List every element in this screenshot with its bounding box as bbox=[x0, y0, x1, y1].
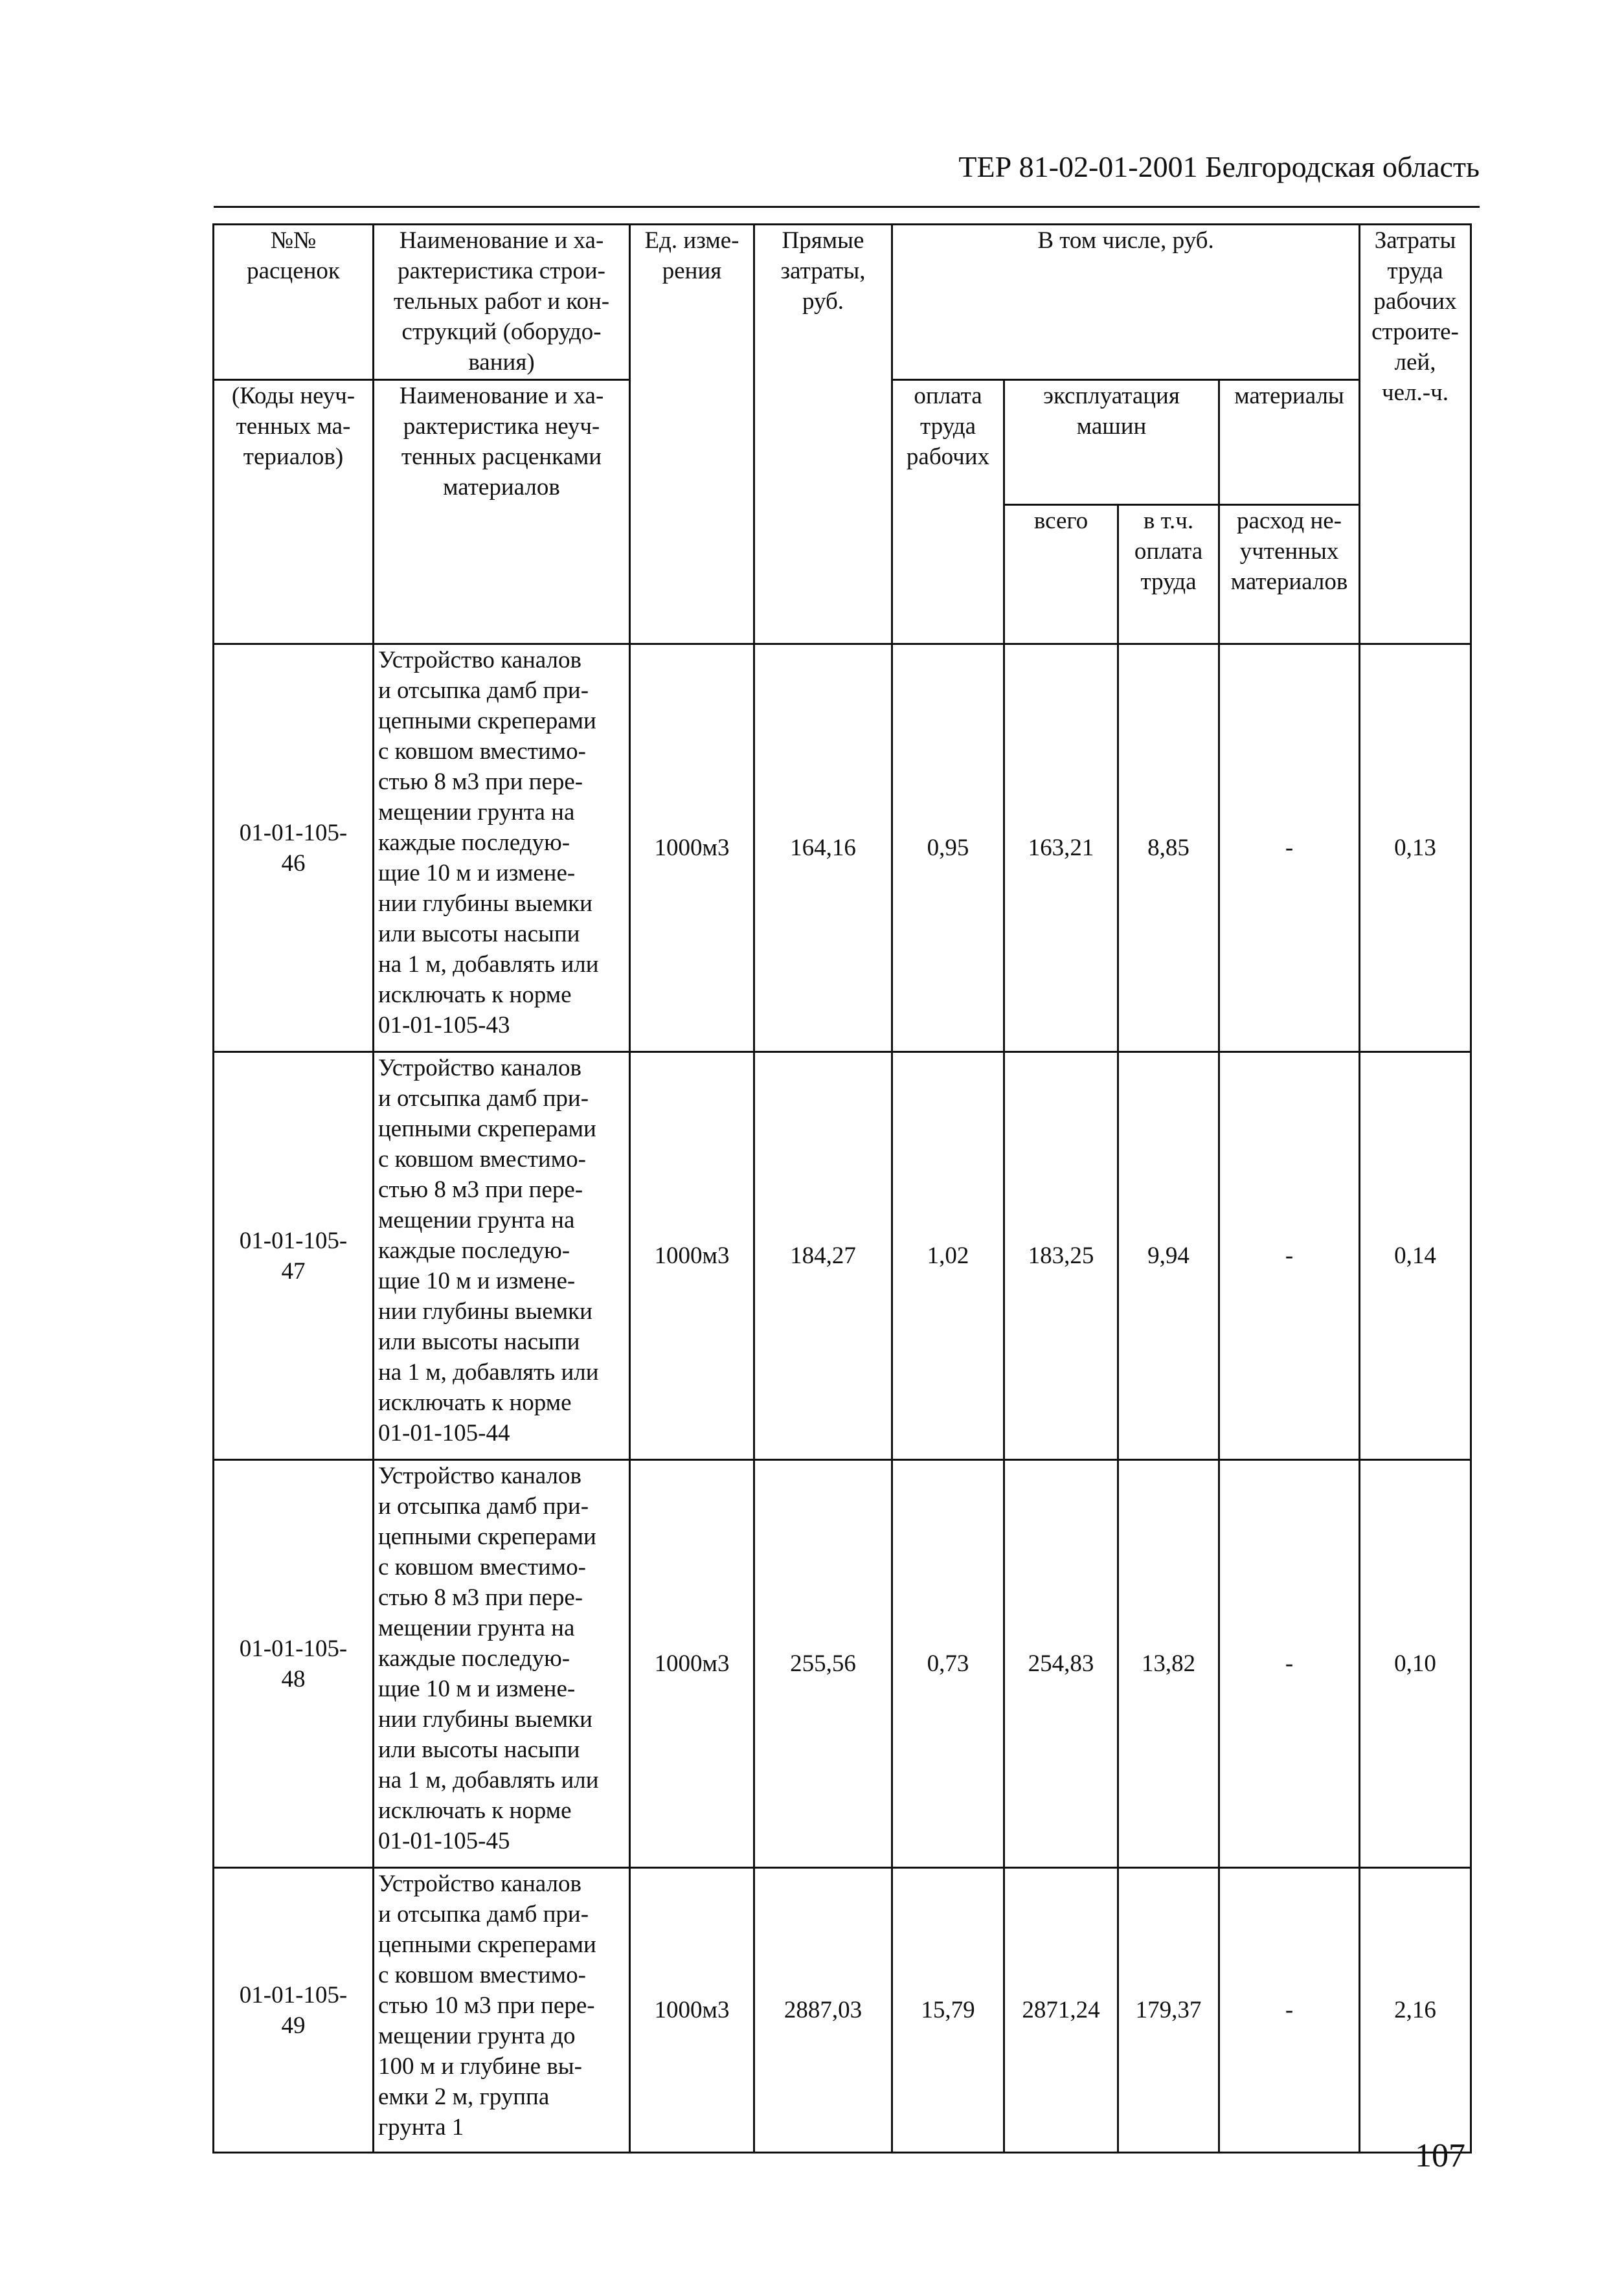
labor-pay-cell: 0,95 bbox=[892, 644, 1004, 1052]
rate-code: 01-01-105- 48 bbox=[214, 1460, 374, 1868]
machine-total-cell: 2871,24 bbox=[1004, 1868, 1118, 2153]
header-unaccounted-materials: расход не- учтенных материалов bbox=[1219, 505, 1360, 644]
machine-labor-cell: 8,85 bbox=[1118, 644, 1219, 1052]
header-labor-pay: оплата труда рабочих bbox=[892, 380, 1004, 644]
materials-cell: - bbox=[1219, 1052, 1360, 1460]
header-machine-ops: эксплуатация машин bbox=[1004, 380, 1219, 505]
materials-cell: - bbox=[1219, 644, 1360, 1052]
direct-cost-cell: 164,16 bbox=[754, 644, 892, 1052]
direct-cost-cell: 184,27 bbox=[754, 1052, 892, 1460]
header-machine-labor: в т.ч. оплата труда bbox=[1118, 505, 1219, 644]
labor-pay-cell: 15,79 bbox=[892, 1868, 1004, 2153]
rate-code: 01-01-105- 47 bbox=[214, 1052, 374, 1460]
machine-labor-cell: 9,94 bbox=[1118, 1052, 1219, 1460]
direct-cost-cell: 2887,03 bbox=[754, 1868, 892, 2153]
table-row bbox=[214, 1868, 1471, 2153]
work-description: Устройство каналов и отсыпка дамб при- цепными скреперами с ковшом вместимо- стью 10 м3 при пере- мещении грунта до 100 м и глубине вы- емки 2 м, группа грунта 1 bbox=[374, 1868, 630, 2153]
header-including: В том числе, руб. bbox=[892, 225, 1360, 380]
header-row-1 bbox=[214, 225, 1471, 380]
unit-cell: 1000м3 bbox=[630, 1868, 754, 2153]
work-description: Устройство каналов и отсыпка дамб при- цепными скреперами с ковшом вместимо- стью 8 м3 при пере- мещении грунта на каждые последую- щие 10 м и измене- нии глубины выемки или высоты насыпи на 1 м, добавлять или исключать к норме 01-01-105-44 bbox=[374, 1052, 630, 1460]
page-number: 107 bbox=[1415, 2137, 1465, 2174]
labor-hours-cell: 0,10 bbox=[1360, 1460, 1471, 1868]
header-code: №№ расценок bbox=[214, 225, 374, 380]
direct-cost-cell: 255,56 bbox=[754, 1460, 892, 1868]
work-description: Устройство каналов и отсыпка дамб при- цепными скреперами с ковшом вместимо- стью 8 м3 при пере- мещении грунта на каждые последую- щие 10 м и измене- нии глубины выемки или высоты насыпи на 1 м, добавлять или исключать к норме 01-01-105-43 bbox=[374, 644, 630, 1052]
table-row bbox=[214, 1052, 1471, 1460]
labor-hours-cell: 0,14 bbox=[1360, 1052, 1471, 1460]
machine-labor-cell: 13,82 bbox=[1118, 1460, 1219, 1868]
header-name: Наименование и ха- рактеристика строи- тельных работ и кон- струкций (оборудо- вания) bbox=[374, 225, 630, 380]
header-labor-hours: Затраты труда рабочих строите- лей, чел.-ч. bbox=[1360, 225, 1471, 644]
header-unit: Ед. изме- рения bbox=[630, 225, 754, 644]
rates-table bbox=[212, 223, 1472, 2154]
table-row bbox=[214, 1460, 1471, 1868]
machine-total-cell: 254,83 bbox=[1004, 1460, 1118, 1868]
labor-hours-cell: 0,13 bbox=[1360, 644, 1471, 1052]
document-header: ТЕР 81-02-01-2001 Белгородская область bbox=[958, 150, 1480, 183]
header-machine-total: всего bbox=[1004, 505, 1118, 644]
unit-cell: 1000м3 bbox=[630, 644, 754, 1052]
materials-cell: - bbox=[1219, 1868, 1360, 2153]
machine-labor-cell: 179,37 bbox=[1118, 1868, 1219, 2153]
header-code-materials: (Коды неуч- тенных ма- териалов) bbox=[214, 380, 374, 644]
header-direct-cost: Прямые затраты, руб. bbox=[754, 225, 892, 644]
labor-pay-cell: 0,73 bbox=[892, 1460, 1004, 1868]
work-description: Устройство каналов и отсыпка дамб при- цепными скреперами с ковшом вместимо- стью 8 м3 при пере- мещении грунта на каждые последую- щие 10 м и измене- нии глубины выемки или высоты насыпи на 1 м, добавлять или исключать к норме 01-01-105-45 bbox=[374, 1460, 630, 1868]
unit-cell: 1000м3 bbox=[630, 1052, 754, 1460]
materials-cell: - bbox=[1219, 1460, 1360, 1868]
header-rule bbox=[214, 206, 1480, 208]
labor-hours-cell: 2,16 bbox=[1360, 1868, 1471, 2153]
table-row bbox=[214, 644, 1471, 1052]
machine-total-cell: 183,25 bbox=[1004, 1052, 1118, 1460]
rate-code: 01-01-105- 49 bbox=[214, 1868, 374, 2153]
header-name-materials: Наименование и ха- рактеристика неуч- тенных расценками материалов bbox=[374, 380, 630, 644]
header-materials: материалы bbox=[1219, 380, 1360, 505]
rate-code: 01-01-105- 46 bbox=[214, 644, 374, 1052]
machine-total-cell: 163,21 bbox=[1004, 644, 1118, 1052]
unit-cell: 1000м3 bbox=[630, 1460, 754, 1868]
labor-pay-cell: 1,02 bbox=[892, 1052, 1004, 1460]
